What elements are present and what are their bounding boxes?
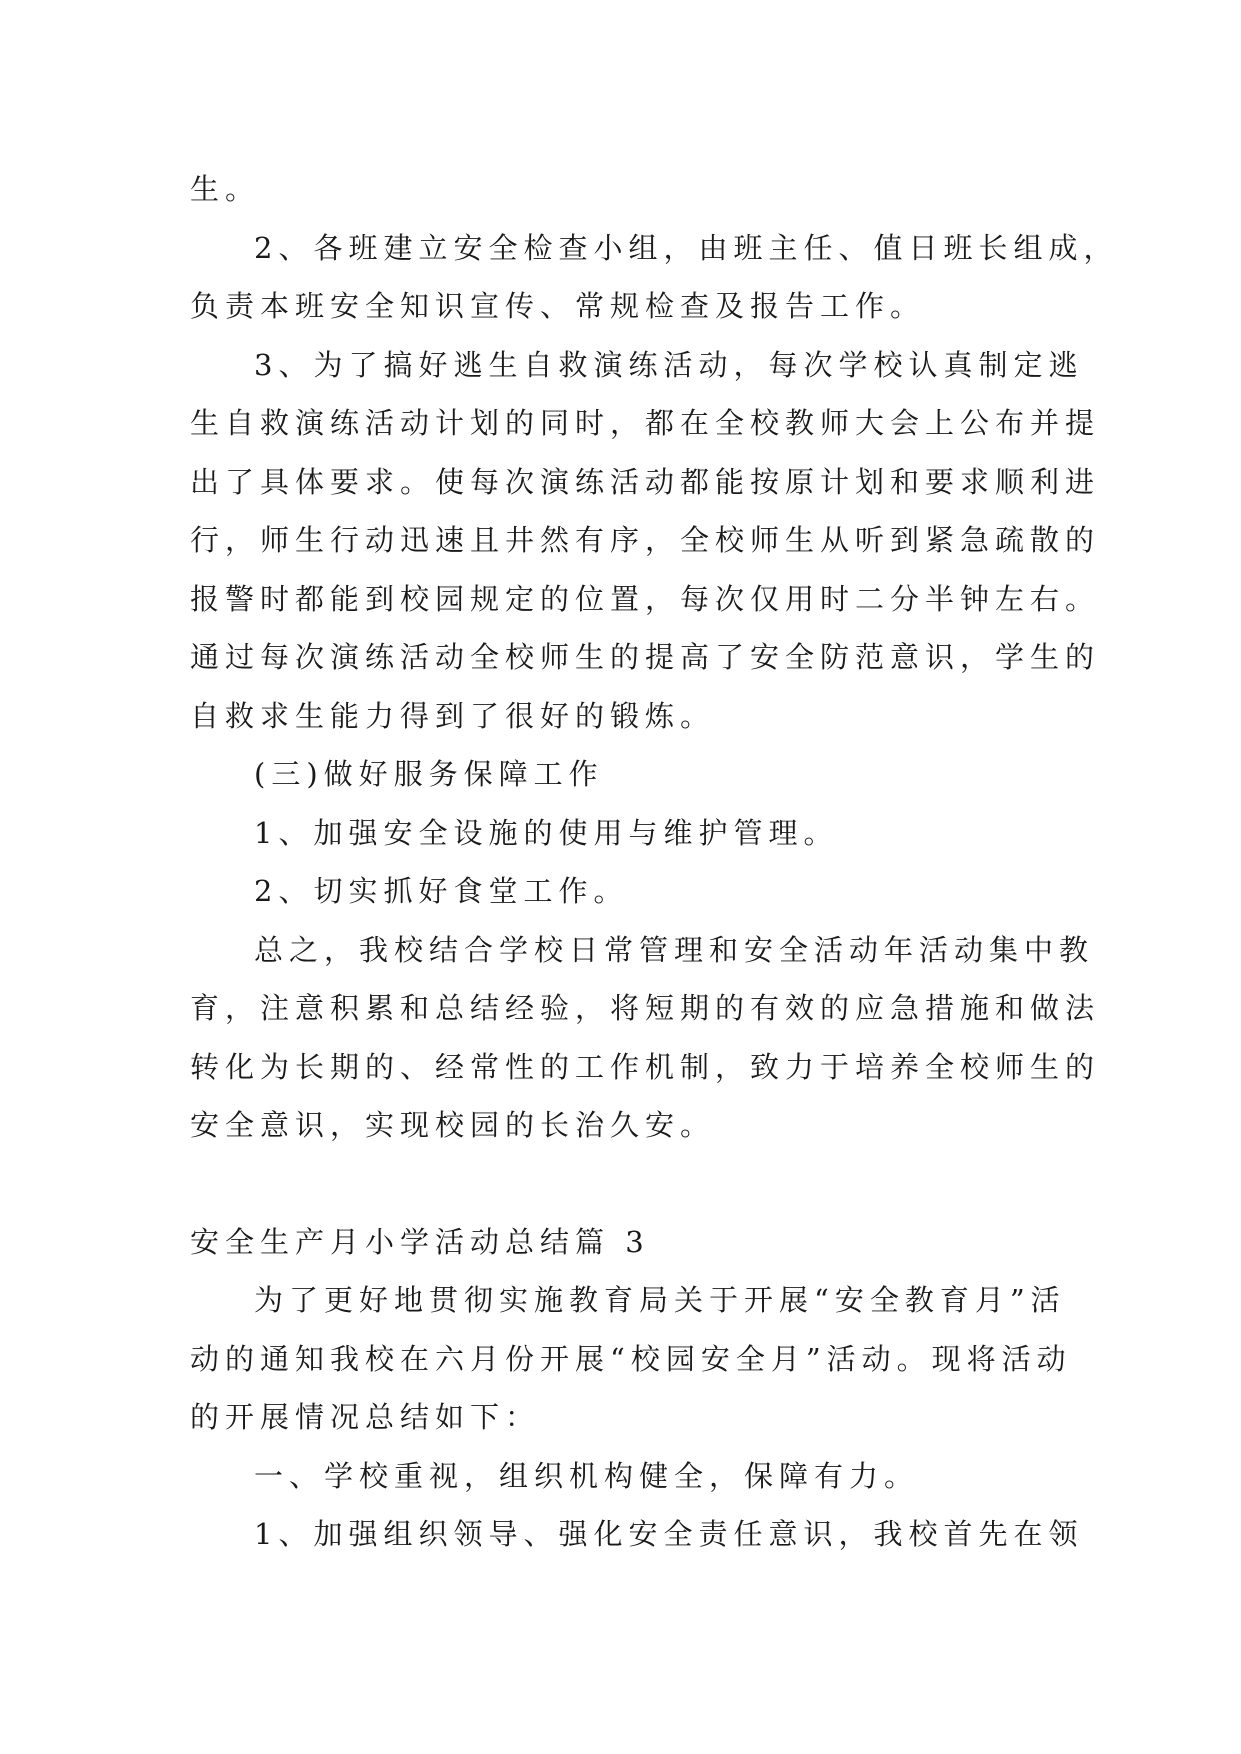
section-gap bbox=[190, 1155, 1070, 1213]
text-line: 出了具体要求。使每次演练活动都能按原计划和要求顺利进 bbox=[190, 464, 1101, 499]
paragraph-block-1 bbox=[190, 160, 1119, 1155]
section-title: 安全生产月小学活动总结篇 3 bbox=[190, 1224, 650, 1259]
text-line: 生自救演练活动计划的同时，都在全校教师大会上公布并提 bbox=[190, 406, 1101, 440]
text-line: 1、加强安全设施的使用与维护管理。 bbox=[254, 815, 839, 850]
text-line: 育，注意积累和总结经验，将短期的有效的应急措施和做法 bbox=[190, 991, 1101, 1025]
text-line: 总之，我校结合学校日常管理和安全活动年活动集中教 bbox=[254, 932, 1095, 967]
text-line: 的开展情况总结如下： bbox=[190, 1400, 541, 1434]
text-line: 自救求生能力得到了很好的锻炼。 bbox=[190, 698, 716, 733]
text-line: 动的通知我校在六月份开展“校园安全月”活动。现将活动 bbox=[190, 1341, 1072, 1376]
document-page bbox=[190, 160, 1119, 1564]
text-line: 负责本班安全知识宣传、常规检查及报告工作。 bbox=[190, 289, 926, 323]
text-line: 一、学校重视，组织机构健全，保障有力。 bbox=[254, 1458, 920, 1493]
text-line: 2、切实抓好食堂工作。 bbox=[254, 874, 629, 908]
text-line: 通过每次演练活动全校师生的提高了安全防范意识，学生的 bbox=[190, 640, 1101, 674]
text-line: (三)做好服务保障工作 bbox=[254, 757, 604, 791]
text-line: 安全意识，实现校园的长治久安。 bbox=[190, 1108, 716, 1142]
text-line: 1、加强组织领导、强化安全责任意识，我校首先在领 bbox=[254, 1517, 1084, 1551]
text-line: 3、为了搞好逃生自救演练活动，每次学校认真制定逃 bbox=[254, 347, 1084, 382]
text-line: 报警时都能到校园规定的位置，每次仅用时二分半钟左右。 bbox=[190, 581, 1101, 616]
text-line: 生。 bbox=[190, 172, 261, 206]
text-line: 为了更好地贯彻实施教育局关于开展“安全教育月”活 bbox=[254, 1283, 1066, 1317]
text-line: 转化为长期的、经常性的工作机制，致力于培养全校师生的 bbox=[190, 1049, 1101, 1084]
text-line: 行，师生行动迅速且井然有序，全校师生从听到紧急疏散的 bbox=[190, 523, 1101, 557]
text-line: 2、各班建立安全检查小组，由班主任、值日班长组成， bbox=[254, 230, 1119, 265]
paragraph-block-2 bbox=[190, 1271, 1084, 1564]
